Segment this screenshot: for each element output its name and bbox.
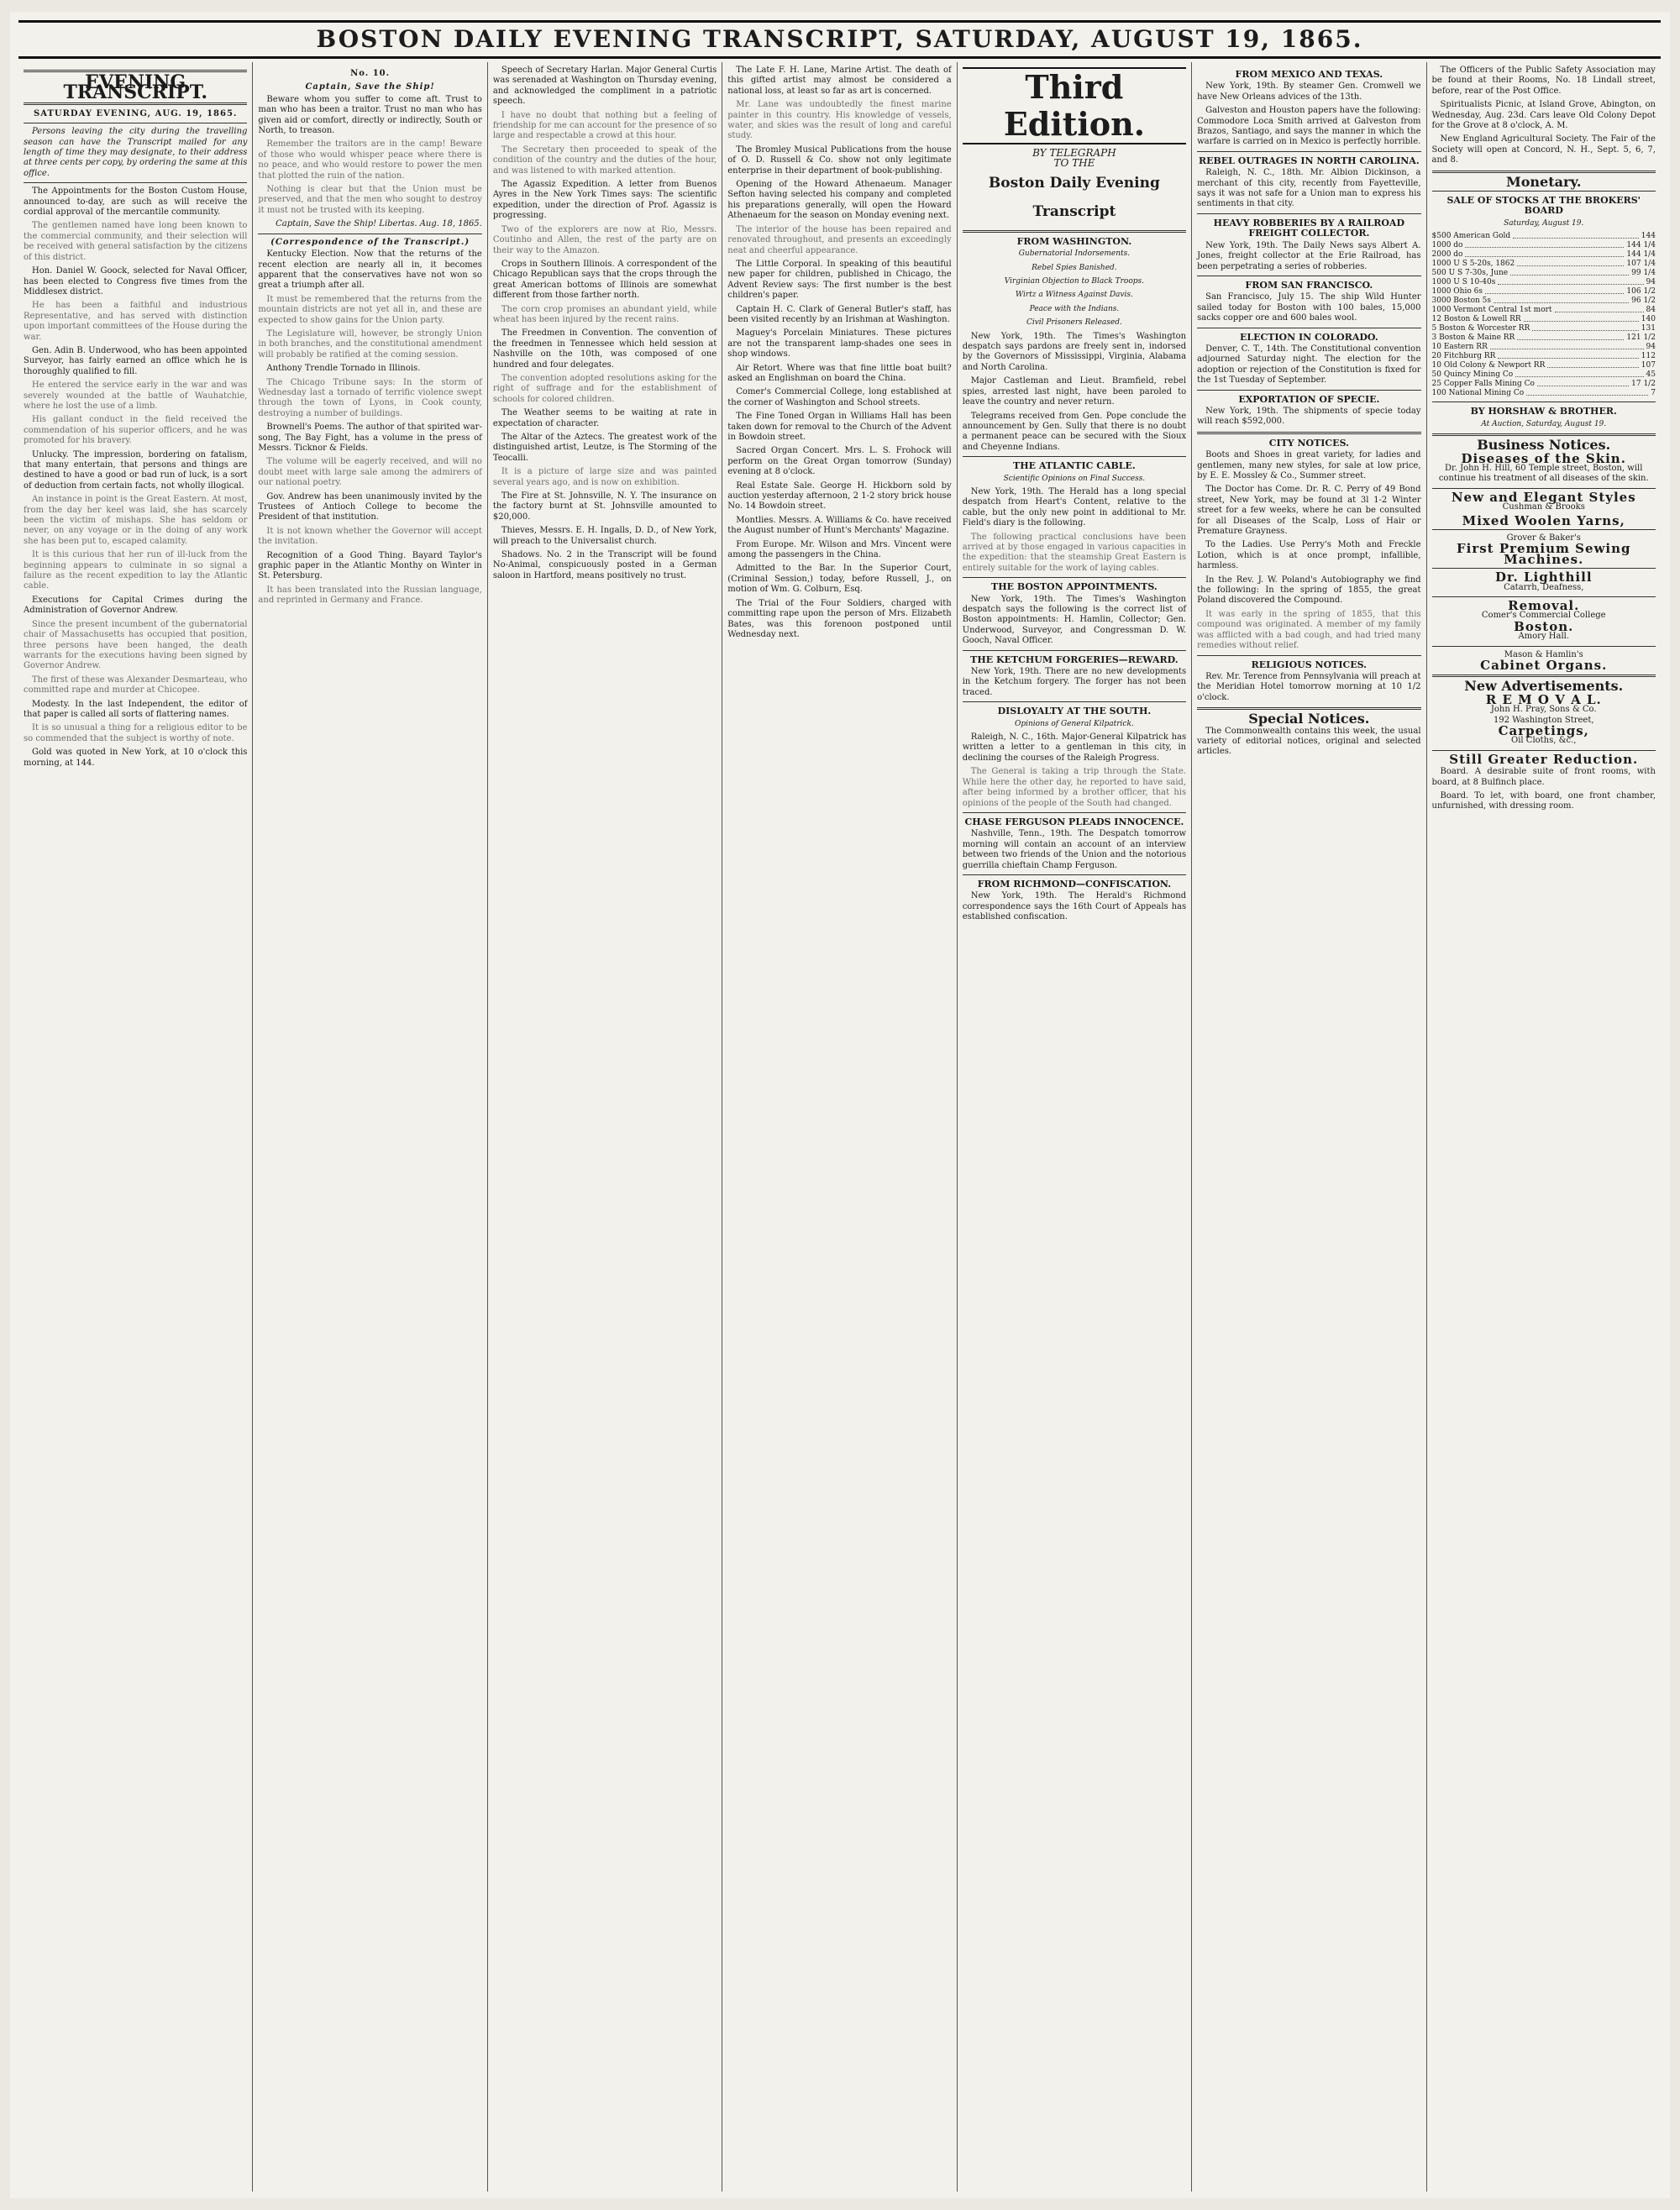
headline-specie: EXPORTATION OF SPECIE. bbox=[1238, 393, 1380, 405]
stock-name: 1000 U S 5-20s, 1862 bbox=[1431, 260, 1515, 269]
article-real-estate: Real Estate Sale. George H. Hickborn sold by auction yesterday afternoon, 2 1-2 story brick house No. 14 Bowdoin street. bbox=[727, 480, 952, 512]
headline-stock-sale: SALE OF STOCKS AT THE BROKERS' BOARD bbox=[1446, 195, 1641, 217]
masthead: BOSTON DAILY EVENING TRANSCRIPT, SATURDAY, AUGUST 19, 1865. bbox=[18, 20, 1661, 59]
headline-nc-outrages: REBEL OUTRAGES IN NORTH CAROLINA. bbox=[1198, 155, 1420, 166]
columns bbox=[18, 62, 1661, 2192]
article-trial: The Trial of the Four Soldiers, charged with committing rape upon the person of Mrs. Elizabeth Bates, was this forenoon postponed until Wednesday next. bbox=[727, 598, 952, 639]
stock-name: 2000 do bbox=[1431, 250, 1463, 260]
subhead-1: Gubernatorial Indorsements. bbox=[1018, 249, 1131, 259]
subhead-6: Civil Prisoners Released. bbox=[1026, 318, 1122, 328]
headline-religious: RELIGIOUS NOTICES. bbox=[1251, 659, 1368, 670]
headline-san-francisco: FROM SAN FRANCISCO. bbox=[1245, 279, 1373, 291]
to-the-line: TO THE bbox=[1053, 157, 1095, 170]
stock-name: 3 Boston & Maine RR bbox=[1431, 333, 1515, 343]
telegram-cable: New York, 19th. The Herald has a long special despatch from Heart's Content, relative to the cable, but the only new point in additional to Mr. Field's diary is the following. bbox=[962, 486, 1187, 528]
notice-boots: Boots and Shoes in great variety, for ladies and gentlemen, many new styles, for sale at low price, by E. E. Mossley & Co., Summer street. bbox=[1197, 450, 1421, 480]
headline-city-notices: CITY NOTICES. bbox=[1268, 437, 1349, 449]
ad-pray-address: 192 Washington Street, bbox=[1493, 715, 1594, 725]
stock-name: 10 Eastern RR bbox=[1431, 343, 1488, 352]
stock-name: 20 Fitchburg RR bbox=[1431, 352, 1496, 361]
telegraph-line: BY TELEGRAPH bbox=[1032, 147, 1116, 159]
headline-ketchum: THE KETCHUM FORGERIES—REWARD. bbox=[970, 654, 1179, 665]
paper-name-banner: Boston Daily Evening Transcript bbox=[988, 174, 1160, 220]
stock-name: 5 Boston & Worcester RR bbox=[1431, 324, 1530, 333]
telegram-kilpatrick: Raleigh, N. C., 16th. Major-General Kilpatrick has written a letter to a gentleman in this city, in declining the courses of the Raleigh Progress. bbox=[962, 732, 1187, 763]
stock-row bbox=[1432, 241, 1656, 250]
stock-name: 1000 U S 10-40s bbox=[1431, 278, 1496, 287]
headline-washington: FROM WASHINGTON. bbox=[1016, 235, 1132, 247]
column-4: The Late F. H. Lane, Marine Artist. The death of this gifted artist may almost be considered a national loss, at least so far as art is concerned. Mr. Lane was undoubtedly the finest marine painter in this country. His knowledge of vessels, water, and skies was the result of long and careful study. The Bromley Musical Publications from the house of O. D. Russell & Co. show not only legitimate enterprise in their department of book-publishing. Opening of the Howard Athenaeum. Manager Sefton having selected his company and completed his preparations generally, will open the Howard Athenaeum for the season on Monday evening next. The interior of the house has been repaired and renovated throughout, and presents an exceedingly neat and cheerful appearance. The Little Corporal. In speaking of this beautiful new paper for children, published in Chicago, the Advent Review says: The first number is the best children's paper. Captain H. C. Clark of General Butler's staff, has been visited recently by an Irishman at Washington. Maguey's Porcelain Miniatures. These pictures are not the transparent lamp-shades one sees in shop windows. Air Retort. Where was that fine little boat built? asked an Englishman on board the China. Comer's Commercial College, long established at the corner of Washington and School streets. The Fine Toned Organ in Williams Hall has been taken down for removal to the Church of the Advent in Bowdoin street. Sacred Organ Concert. Mrs. L. S. Frohock will perform on the Great Organ tomorrow (Sunday) evening at 8 o'clock. Real Estate Sale. George H. Hickborn sold by auction yesterday afternoon, 2 1-2 story brick house No. 14 Bowdoin street. Montlies. Messrs. A. Williams & Co. have received the August number of Hunt's Merchants' Magazine. From Europe. Mr. Wilson and Mrs. Vincent were among the passengers in the China. Admitted to the Bar. In the Superior Court, (Criminal Session,) today, before Russell, J., on motion of Wm. G. Colburn, Esq. The Trial of the Four Soldiers, charged with committing rape upon the person of Mrs. Elizabeth Bates, was this forenoon postponed until Wednesday next. bbox=[722, 62, 957, 2192]
article-athenaeum: Opening of the Howard Athenaeum. Manager Sefton having selected his company and completed his preparations generally, will open the Howard Athenaeum for the season on Monday evening next. bbox=[727, 180, 952, 221]
column-2: No. 10. Captain, Save the Ship! Beware whom you suffer to come aft. Trust to man who has been a traitor. Trust no man who has given aid or comfort, directly or indirectly, South or North, to treason. Remember the traitors are in the camp! Beware of those who would whisper peace where there is no peace, and who would restore to power the men that plotted the ruin of the nation. Nothing is clear but that the Union must be preserved, and that the men who sought to destroy it must not be trusted with its keeping. Captain, Save the Ship! Libertas. Aug. 18, 1865. (Correspondence of the Transcript.) Kentucky Election. Now that the returns of the recent election are nearly all in, it becomes apparent that the conservatives have not won so great a triumph after all. It must be remembered that the returns from the mountain districts are not yet all in, and these are expected to show gains for the Union party. The Legislature will, however, be strongly Union in both branches, and the constitutional amendment will probably be ratified at the coming session. Anthony Trendle Tornado in Illinois. The Chicago Tribune says: In the storm of Wednesday last a tornado of terrific violence swept through the town of Lyons, in Cook county, destroying a number of buildings. Brownell's Poems. The author of that spirited war-song, The Bay Fight, has a volume in the press of Messrs. Ticknor & Fields. The volume will be eagerly received, and will no doubt meet with large sale among the admirers of our national poetry. Gov. Andrew has been unanimously invited by the Trustees of Antioch College to become the President of that institution. It is not known whether the Governor will accept the invitation. Recognition of a Good Thing. Bayard Taylor's graphic paper in the Atlantic Monthy on Winter in St. Petersburg. It has been translated into the Russian language, and reprinted in Germany and France. bbox=[253, 62, 487, 2192]
ad-removal-2: R E M O V A L. bbox=[1485, 691, 1602, 707]
notice-safety: The Officers of the Public Safety Association may be found at their Rooms, No. 18 Lindall street, before, rear of the Post Office. bbox=[1431, 66, 1656, 96]
ad-grover: Grover & Baker's bbox=[1506, 533, 1581, 543]
stock-price: 112 bbox=[1641, 352, 1656, 361]
article-crops: Crops in Southern Illinois. A correspondent of the Chicago Republican says that the crops through the great American bottoms of Illinois are somewhat different from those farther north. bbox=[492, 259, 717, 301]
telegram-appointments: New York, 19th. The Times's Washington despatch says the following is the correct list of Boston appointments: H. Hamlin, Collector; Gen. Underwood, Surveyor, and Congressman D. W. Gooch, Naval Officer. bbox=[962, 594, 1187, 646]
stock-row bbox=[1432, 306, 1656, 315]
article-harlan: Speech of Secretary Harlan. Major General Curtis was serenaded at Washington on Thursday evening, and acknowledged the compliment in a patriotic speech. bbox=[492, 66, 717, 107]
ad-sewing: First Premium Sewing Machines. bbox=[1456, 541, 1631, 567]
stock-row bbox=[1432, 287, 1656, 297]
ad-mason: Mason & Hamlin's bbox=[1504, 649, 1583, 659]
ad-board-2: Board. To let, with board, one front chamber, unfurnished, with dressing room. bbox=[1431, 791, 1656, 811]
headline-special: Special Notices. bbox=[1248, 711, 1370, 727]
headline-auction: BY HORSHAW & BROTHER. bbox=[1470, 406, 1617, 417]
telegram-ketchum: New York, 19th. There are no new developments in the Ketchum forgery. The forger has not been traced. bbox=[962, 667, 1187, 697]
stock-price: 107 bbox=[1641, 361, 1656, 370]
telegram-sf: San Francisco, July 15. The ship Wild Hunter sailed today for Boston with 100 bales, 15,000 sacks copper ore and 600 bales wool. bbox=[1197, 292, 1421, 323]
article-executions: Executions for Capital Crimes during the Administration of Governor Andrew. bbox=[24, 595, 248, 616]
stock-name: $500 American Gold bbox=[1431, 232, 1511, 241]
headline-richmond: FROM RICHMOND—CONFISCATION. bbox=[977, 878, 1172, 890]
telegram-pardons: New York, 19th. The Times's Washington despatch says pardons are freely sent in, indorsed by the Governors of Mississippi, Virginia, Alabama and North Carolina. bbox=[962, 331, 1187, 372]
stock-row bbox=[1432, 352, 1656, 361]
stock-row bbox=[1432, 370, 1656, 380]
stock-price: 144 1/4 bbox=[1626, 250, 1656, 260]
article-brownell: Brownell's Poems. The author of that spirited war-song, The Bay Fight, has a volume in the press of Messrs. Ticknor & Fields. bbox=[258, 423, 482, 453]
poem-signature: Captain, Save the Ship! Libertas. Aug. 18, 1865. bbox=[276, 219, 482, 229]
stock-name: 12 Boston & Lowell RR bbox=[1431, 315, 1521, 324]
ad-oilcloths: Oil Cloths, &c., bbox=[1511, 736, 1577, 746]
stock-name: 10 Old Colony & Newport RR bbox=[1431, 361, 1546, 370]
stock-price: 131 bbox=[1641, 324, 1656, 333]
stock-price: 106 1/2 bbox=[1626, 287, 1656, 297]
ad-comer: Comer's Commercial College bbox=[1481, 611, 1606, 621]
article-bromley: The Bromley Musical Publications from the house of O. D. Russell & Co. show not only legitimate enterprise in their department of book-publishing. bbox=[727, 144, 952, 176]
ad-pray: John H. Pray, Sons & Co. bbox=[1490, 705, 1597, 715]
headline-monetary: Monetary. bbox=[1506, 173, 1582, 190]
stock-row bbox=[1432, 315, 1656, 324]
article-appointments: The Appointments for the Boston Custom House, announced to-day, are such as will receive the cordial approval of the mercantile community. bbox=[24, 186, 248, 218]
article-kentucky: Kentucky Election. Now that the returns of the recent election are nearly all in, it becomes apparent that the conservatives have not won so great a triumph after all. bbox=[258, 249, 482, 291]
ad-removal: Removal. bbox=[1508, 597, 1580, 613]
article-underwood: Gen. Adin B. Underwood, who has been appointed Surveyor, has fairly earned an office which he is thoroughly qualified to fill. bbox=[24, 345, 248, 376]
stock-row bbox=[1432, 250, 1656, 260]
subhead-2: Rebel Spies Banished. bbox=[1032, 263, 1117, 272]
stock-price: 144 bbox=[1641, 232, 1656, 241]
ad-skin-body: Dr. John H. Hill, 60 Temple street, Boston, will continue his treatment of all diseases of the skin. bbox=[1438, 463, 1649, 484]
stock-price: 7 bbox=[1651, 389, 1656, 398]
ad-cushman: Cushman & Brooks bbox=[1502, 502, 1585, 512]
article-retort: Air Retort. Where was that fine little boat built? asked an Englishman on board the China. bbox=[727, 363, 952, 383]
stock-price: 45 bbox=[1646, 370, 1656, 380]
column-3: Speech of Secretary Harlan. Major General Curtis was serenaded at Washington on Thursday evening, and acknowledged the compliment in a patriotic speech. I have no doubt that nothing but a feeling of friendship for me can account for the presence of so large and respectable a crowd at this hour. The Secretary then proceeded to speak of the condition of the country and the duties of the hour, and was listened to with marked attention. The Agassiz Expedition. A letter from Buenos Ayres in the New York Times says: The scientific expedition, under the direction of Prof. Agassiz is progressing. Two of the explorers are now at Rio, Messrs. Coutinho and Allen, the rest of the party are on their way to the Amazon. Crops in Southern Illinois. A correspondent of the Chicago Republican says that the crops through the great American bottoms of Illinois are somewhat different from those farther north. The corn crop promises an abundant yield, while wheat has been injured by the recent rains. The Freedmen in Convention. The convention of the freedmen in Tennessee which held session at Nashville on the 10th, was composed of one hundred and four delegates. The convention adopted resolutions asking for the right of suffrage and for the establishment of schools for colored children. The Weather seems to be waiting at rate in expectation of character. The Altar of the Aztecs. The greatest work of the distinguished artist, Leutze, is The Storming of the Teocalli. It is a picture of large size and was painted several years ago, and is now on exhibition. The Fire at St. Johnsville, N. Y. The insurance on the factory burnt at St. Johnsville amounted to $20,000. Thieves, Messrs. E. H. Ingalls, D. D., of New York, will preach to the Universalist church. Shadows. No. 2 in the Transcript will be found No-Animal, conspicuously posted in a German saloon in Hartford, means positively no trust. bbox=[488, 62, 722, 2192]
article-shadows: Shadows. No. 2 in the Transcript will be found No-Animal, conspicuously posted in a German saloon in Hartford, means positively no trust. bbox=[492, 550, 717, 580]
ad-catarrh: Catarrh, Deafness, bbox=[1504, 582, 1584, 592]
mailing-notice: Persons leaving the city during the travelling season can have the Transcript mailed for any length of time they may designate, to their address at three cents per copy, by ordering the same at this office. bbox=[24, 127, 248, 178]
headline-disloyalty: DISLOYALTY AT THE SOUTH. bbox=[997, 706, 1152, 717]
ad-board-1: Board. A desirable suite of front rooms, with board, at 8 Bulfinch place. bbox=[1431, 767, 1656, 787]
headline-colorado: ELECTION IN COLORADO. bbox=[1239, 331, 1378, 343]
stock-price: 84 bbox=[1646, 306, 1656, 315]
stock-row bbox=[1432, 343, 1656, 352]
article-tornado: Anthony Trendle Tornado in Illinois. bbox=[266, 364, 421, 374]
ad-yarns: Mixed Woolen Yarns, bbox=[1462, 512, 1625, 528]
ad-boston: Boston. bbox=[1514, 618, 1574, 634]
stock-price: 94 bbox=[1646, 278, 1656, 287]
article-maguey: Maguey's Porcelain Miniatures. These pictures are not the transparent lamp-shades one sees in shop windows. bbox=[727, 328, 952, 360]
telegram-mexico: New York, 19th. By steamer Gen. Cromwell we have New Orleans advices of the 13th. bbox=[1197, 81, 1421, 102]
telegram-indians: Telegrams received from Gen. Pope conclude the announcement by Gen. Sully that there is no doubt a permanent peace can be secured with the Sioux and Cheyenne Indians. bbox=[962, 411, 1187, 452]
article-thieves: Thieves, Messrs. E. H. Ingalls, D. D., of New York, will preach to the Universalist church. bbox=[492, 526, 717, 546]
headline-mexico: FROM MEXICO AND TEXAS. bbox=[1235, 69, 1383, 80]
poem-number: No. 10. bbox=[350, 69, 391, 78]
ad-styles: New and Elegant Styles bbox=[1451, 489, 1636, 505]
ad-reduction: Still Greater Reduction. bbox=[1449, 751, 1639, 767]
stock-name: 3000 Boston 5s bbox=[1431, 297, 1491, 306]
stock-price: 94 bbox=[1646, 343, 1656, 352]
stock-name: 100 National Mining Co bbox=[1431, 389, 1525, 398]
headline-ferguson: CHASE FERGUSON PLEADS INNOCENCE. bbox=[964, 816, 1184, 827]
stock-name: 1000 Vermont Central 1st mort bbox=[1431, 306, 1552, 315]
gold-quote: Gold was quoted in New York, at 10 o'clock this morning, at 144. bbox=[24, 748, 248, 768]
headline-robberies: HEAVY ROBBERIES BY A RAILROAD FREIGHT COLLECTOR. bbox=[1213, 217, 1405, 239]
article-monthlies: Montlies. Messrs. A. Williams & Co. have received the August number of Hunt's Merchants' Magazine. bbox=[727, 515, 952, 536]
stock-price: 140 bbox=[1641, 315, 1656, 324]
article-clark: Captain H. C. Clark of General Butler's staff, has been visited recently by an Irishman at Washington. bbox=[727, 304, 952, 324]
notice-commonwealth: The Commonwealth contains this week, the usual variety of editorial notices, original and selected articles. bbox=[1197, 726, 1421, 757]
telegram-robberies: New York, 19th. The Daily News says Albert A. Jones, freight collector at the Erie Railroad, has been perpetrating a series of robberies. bbox=[1197, 240, 1421, 271]
article-agassiz: The Agassiz Expedition. A letter from Buenos Ayres in the New York Times says: The scientific expedition, under the direction of Prof. Agassiz is progressing. bbox=[492, 180, 717, 221]
stock-price: 17 1/2 bbox=[1631, 380, 1656, 389]
article-gooch: Hon. Daniel W. Goock, selected for Naval Officer, has been elected to Congress five times from the Middlesex district. bbox=[24, 266, 248, 297]
correspondence-head: (Correspondence of the Transcript.) bbox=[270, 237, 470, 247]
article-recognition: Recognition of a Good Thing. Bayard Taylor's graphic paper in the Atlantic Monthy on Winter in St. Petersburg. bbox=[258, 550, 482, 581]
poem-title: Captain, Save the Ship! bbox=[305, 82, 435, 92]
notice-picnic: Spiritualists Picnic, at Island Grove, Abington, on Wednesday, Aug. 23d. Cars leave Old Colony Depot for the Grove at 8 o'clock, A. M. bbox=[1431, 100, 1656, 131]
stock-row bbox=[1432, 380, 1656, 389]
ad-lighthill: Dr. Lighthill bbox=[1494, 570, 1593, 585]
article-europe: From Europe. Mr. Wilson and Mrs. Vincent were among the passengers in the China. bbox=[727, 539, 952, 560]
stock-row bbox=[1432, 361, 1656, 370]
article-unlucky: Unlucky. The impression, bordering on fatalism, that many entertain, that persons and things are destined to have a good or bad run of luck, is a sort of deduction from certain facts, not wholly illogical. bbox=[24, 449, 248, 491]
notice-ladies: To the Ladies. Use Perry's Moth and Freckle Lotion, which is at once prompt, infallible, harmless. bbox=[1197, 540, 1421, 571]
article-organ: The Fine Toned Organ in Williams Hall has been taken down for removal to the Church of the Advent in Bowdoin street. bbox=[727, 412, 952, 442]
telegram-ferguson: Nashville, Tenn., 19th. The Despatch tomorrow morning will contain an account of an interview between two friends of the Union and the notorious guerrilla chieftain Champ Ferguson. bbox=[962, 829, 1187, 870]
headline-new-ads: New Advertisements. bbox=[1464, 678, 1624, 695]
notice-religious: Rev. Mr. Terence from Pennsylvania will preach at the Meridian Hotel tomorrow morning at 10 1/2 o'clock. bbox=[1197, 671, 1421, 702]
article-andrew: Gov. Andrew has been unanimously invited by the Trustees of Antioch College to become the President of that institution. bbox=[258, 491, 482, 522]
article-aztecs: The Altar of the Aztecs. The greatest work of the distinguished artist, Leutze, is The Storming of the Teocalli. bbox=[492, 433, 717, 463]
telegram-colorado: Denver, C. T., 14th. The Constitutional convention adjourned Saturday night. The election for the adoption or rejection of the Constitution is fixed for the 1st Tuesday of September. bbox=[1197, 344, 1421, 386]
stock-price: 99 1/4 bbox=[1631, 269, 1656, 278]
stock-row bbox=[1432, 278, 1656, 287]
article-concert: Sacred Organ Concert. Mrs. L. S. Frohock will perform on the Great Organ tomorrow (Sunday) evening at 8 o'clock. bbox=[727, 446, 952, 477]
headline-business: Business Notices. bbox=[1477, 437, 1611, 454]
stock-price: 144 1/4 bbox=[1626, 241, 1656, 250]
stock-sale-date: Saturday, August 19. bbox=[1504, 218, 1584, 228]
poem-body: Beware whom you suffer to come aft. Trust to man who has been a traitor. Trust no man who has given aid or comfort, directly or indirectly, South or North, to treason. bbox=[258, 94, 482, 136]
notice-doctor: The Doctor has Come. Dr. R. C. Perry of 49 Bond street, New York, may be found at 3l 1-2 Winter street for a few weeks, where he can be consulted for all Diseases of the Scalp, Loss of Hair or Premature Grayness. bbox=[1197, 485, 1421, 537]
notice-poland: In the Rev. J. W. Poland's Autobiography we find the following: In the spring of 1855, the great Poland discovered the Compound. bbox=[1197, 575, 1421, 606]
auction-date: At Auction, Saturday, August 19. bbox=[1481, 419, 1607, 428]
telegram-specie: New York, 19th. The shipments of specie today will reach $592,000. bbox=[1197, 406, 1421, 427]
article-freedmen: The Freedmen in Convention. The convention of the freedmen in Tennessee which held session at Nashville on the 10th, was composed of one hundred and four delegates. bbox=[492, 328, 717, 370]
subhead-cable: Scientific Opinions on Final Success. bbox=[1003, 474, 1146, 483]
article-lane: The Late F. H. Lane, Marine Artist. The death of this gifted artist may almost be considered a national loss, at least so far as art is concerned. bbox=[727, 66, 952, 96]
third-edition-banner: Third Edition. bbox=[963, 67, 1186, 144]
stock-row bbox=[1432, 260, 1656, 269]
subhead-kilpatrick: Opinions of General Kilpatrick. bbox=[1014, 719, 1134, 728]
notice-agricultural: New England Agricultural Society. The Fair of the Society will open at Concord, N. H., Sept. 5, 6, 7, and 8. bbox=[1431, 134, 1656, 165]
dateline: SATURDAY EVENING, AUG. 19, 1865. bbox=[34, 108, 238, 118]
column-7 bbox=[1427, 62, 1661, 2192]
article-fire: The Fire at St. Johnsville, N. Y. The insurance on the factory burnt at St. Johnsville amounted to $20,000. bbox=[492, 491, 717, 522]
article-weather: The Weather seems to be waiting at rate in expectation of character. bbox=[492, 408, 717, 428]
stock-row bbox=[1432, 324, 1656, 333]
paper-title: EVENING TRANSCRIPT. bbox=[63, 71, 207, 104]
telegram-spies: Major Castleman and Lieut. Bramfield, rebel spies, arrested last night, have been paroled to leave the country and never return. bbox=[962, 376, 1187, 407]
subhead-5: Peace with the Indians. bbox=[1029, 304, 1120, 313]
headline-appointments: THE BOSTON APPOINTMENTS. bbox=[991, 581, 1158, 593]
stock-name: 500 U S 7-30s, June bbox=[1431, 269, 1509, 278]
column-5: Third Edition. BY TELEGRAPH TO THE Boston Daily Evening Transcript FROM WASHINGTON. Gubernatorial Indorsements. Rebel Spies Banished. Virginian Objection to Black Troops. Wirtz a Witness Against Davis. Peace with the Indians. Civil Prisoners Released. New York, 19th. The Times's Washington despatch says pardons are freely sent in, indorsed by the Governors of Mississippi, Virginia, Alabama and North Carolina. Major Castleman and Lieut. Bramfield, rebel spies, arrested last night, have been paroled to leave the country and never return. Telegrams received from Gen. Pope conclude the announcement by Gen. Sully that there is no doubt a permanent peace can be secured with the Sioux and Cheyenne Indians. THE ATLANTIC CABLE. Scientific Opinions on Final Success. New York, 19th. The Herald has a long special despatch from Heart's Content, relative to the cable, but the only new point in additional to Mr. Field's diary is the following. The following practical conclusions have been arrived at by those engaged in various capacities in the expedition: that the steamship Great Eastern is entirely suitable for the work of laying cables. THE BOSTON APPOINTMENTS. New York, 19th. The Times's Washington despatch says the following is the correct list of Boston appointments: H. Hamlin, Collector; Gen. Underwood, Surveyor, and Congressman D. W. Gooch, Naval Officer. THE KETCHUM FORGERIES—REWARD. New York, 19th. There are no new developments in the Ketchum forgery. The forger has not been traced. DISLOYALTY AT THE SOUTH. Opinions of General Kilpatrick. Raleigh, N. C., 16th. Major-General Kilpatrick has written a letter to a gentleman in this city, in declining the courses of the Raleigh Progress. The General is taking a trip through the State. While here the other day, he reported to have said, after being informed by a brother officer, that his opinions of the people of the South had changed. CHASE FERGUSON PLEADS INNOCENCE. Nashville, Tenn., 19th. The Despatch tomorrow morning will contain an account of an interview between two friends of the Union and the notorious guerrilla chieftain Champ Ferguson. FROM RICHMOND—CONFISCATION. New York, 19th. The Herald's Richmond correspondence says the 16th Court of Appeals has established confiscation. bbox=[958, 62, 1192, 2192]
column-1: EVENING TRANSCRIPT. SATURDAY EVENING, AUG. 19, 1865. Persons leaving the city during the travelling season can have the Transcript mailed for any length of time they may designate, to their address at three cents per copy, by ordering the same at this office. The Appointments for the Boston Custom House, announced to-day, are such as will receive the cordial approval of the mercantile community. The gentlemen named have long been known to the commercial community, and their selection will be received with general satisfaction by the citizens of this district. Hon. Daniel W. Goock, selected for Naval Officer, has been elected to Congress five times from the Middlesex district. He has been a faithful and industrious Representative, and has served with distinction upon important committees of the House during the war. Gen. Adin B. Underwood, who has been appointed Surveyor, has fairly earned an office which he is thoroughly qualified to fill. He entered the service early in the war and was severely wounded at the battle of Wauhatchie, where he lost the use of a limb. His gallant conduct in the field received the commendation of his superior officers, and he was promoted for his bravery. Unlucky. The impression, bordering on fatalism, that many entertain, that persons and things are destined to have a good or bad run of luck, is a sort of deduction from certain facts, not wholly illogical. An instance in point is the Great Eastern. At most, from the day her keel was laid, she has scarcely been the victim of mishaps. She has seldom or never, on any voyage or in the doing of any work she has been put to, escaped calamity. It is this curious that her run of ill-luck from the beginning appears to culminate in so signal a failure as the recent expedition to lay the Atlantic cable. Executions for Capital Crimes during the Administration of Governor Andrew. Since the present incumbent of the gubernatorial chair of Massachusetts has occupied that position, three persons have been hanged, the death warrants for the executions having been signed by Governor Andrew. The first of these was Alexander Desmarteau, who committed rape and murder at Chicopee. Modesty. In the last Independent, the editor of that paper is called all sorts of flattering names. It is so unusual a thing for a religious editor to be so commended that the subject is worthy of note. Gold was quoted in New York, at 10 o'clock this morning, at 144. bbox=[18, 62, 253, 2192]
telegram-galveston: Galveston and Houston papers have the following: Commodore Loca Smith arrived at Galveston from Brazos, Santiago, and says the manner in which the warfare is carried on in Mexico is perfectly horrible. bbox=[1197, 106, 1421, 147]
article-comer: Comer's Commercial College, long established at the corner of Washington and School streets. bbox=[727, 387, 952, 407]
column-6: FROM MEXICO AND TEXAS. New York, 19th. By steamer Gen. Cromwell we have New Orleans advices of the 13th. Galveston and Houston papers have the following: Commodore Loca Smith arrived at Galveston from Brazos, Santiago, and says the manner in which the warfare is carried on in Mexico is perfectly horrible. REBEL OUTRAGES IN NORTH CAROLINA. Raleigh, N. C., 18th. Mr. Albion Dickinson, a merchant of this city, recently from Fayetteville, says it was not safe for a Union man to express his sentiments in that city. HEAVY ROBBERIES BY A RAILROAD FREIGHT COLLECTOR. New York, 19th. The Daily News says Albert A. Jones, freight collector at the Erie Railroad, has been perpetrating a series of robberies. FROM SAN FRANCISCO. San Francisco, July 15. The ship Wild Hunter sailed today for Boston with 100 bales, 15,000 sacks copper ore and 600 bales wool. ELECTION IN COLORADO. Denver, C. T., 14th. The Constitutional convention adjourned Saturday night. The election for the adoption or rejection of the Constitution is fixed for the 1st Tuesday of September. EXPORTATION OF SPECIE. New York, 19th. The shipments of specie today will reach $592,000. CITY NOTICES. Boots and Shoes in great variety, for ladies and gentlemen, many new styles, for sale at low price, by E. E. Mossley & Co., Summer street. The Doctor has Come. Dr. R. C. Perry of 49 Bond street, New York, may be found at 3l 1-2 Winter street for a few weeks, where he can be consulted for all Diseases of the Scalp, Loss of Hair or Premature Grayness. To the Ladies. Use Perry's Moth and Freckle Lotion, which is at once prompt, infallible, harmless. In the Rev. J. W. Poland's Autobiography we find the following: In the spring of 1855, the great Poland discovered the Compound. It was early in the spring of 1855, that this compound was originated. A member of my family was afflicted with a bad cough, and had tried many remedies without relief. RELIGIOUS NOTICES. Rev. Mr. Terence from Pennsylvania will preach at the Meridian Hotel tomorrow morning at 10 1/2 o'clock. Special Notices. The Commonwealth contains this week, the usual variety of editorial notices, original and selected articles. bbox=[1192, 62, 1426, 2192]
stock-price: 96 1/2 bbox=[1631, 297, 1656, 306]
ad-organs: Cabinet Organs. bbox=[1480, 658, 1608, 673]
stock-name: 25 Copper Falls Mining Co bbox=[1431, 380, 1535, 389]
stock-name: 50 Quincy Mining Co bbox=[1431, 370, 1514, 380]
headline-cable: THE ATLANTIC CABLE. bbox=[1013, 460, 1136, 472]
telegram-nc: Raleigh, N. C., 18th. Mr. Albion Dickinson, a merchant of this city, recently from Fayetteville, says it was not safe for a Union man to express his sentiments in that city. bbox=[1197, 168, 1421, 209]
ad-carpetings: Carpetings, bbox=[1498, 723, 1589, 739]
ad-amory: Amory Hall. bbox=[1518, 632, 1570, 642]
stock-price: 107 1/4 bbox=[1626, 260, 1656, 269]
stock-name: 1000 do bbox=[1431, 241, 1463, 250]
subhead-3: Virginian Objection to Black Troops. bbox=[1004, 277, 1144, 286]
article-modesty: Modesty. In the last Independent, the editor of that paper is called all sorts of flattering names. bbox=[24, 699, 248, 719]
stock-row bbox=[1432, 333, 1656, 343]
article-little-corporal: The Little Corporal. In speaking of this beautiful new paper for children, published in Chicago, the Advent Review says: The first number is the best children's paper. bbox=[727, 259, 952, 301]
stock-row bbox=[1432, 269, 1656, 278]
telegram-richmond: New York, 19th. The Herald's Richmond correspondence says the 16th Court of Appeals has established confiscation. bbox=[962, 891, 1187, 922]
newspaper-page bbox=[10, 12, 1670, 2198]
ad-skin: Diseases of the Skin. bbox=[1461, 450, 1626, 466]
subhead-4: Wirtz a Witness Against Davis. bbox=[1015, 291, 1133, 300]
stock-list bbox=[1432, 232, 1656, 398]
stock-row bbox=[1432, 232, 1656, 241]
stock-name: 1000 Ohio 6s bbox=[1431, 287, 1483, 297]
stock-price: 121 1/2 bbox=[1626, 333, 1656, 343]
article-bar: Admitted to the Bar. In the Superior Court, (Criminal Session,) today, before Russell, J., on motion of Wm. G. Colburn, Esq. bbox=[727, 564, 952, 595]
stock-row bbox=[1432, 297, 1656, 306]
stock-row bbox=[1432, 389, 1656, 398]
